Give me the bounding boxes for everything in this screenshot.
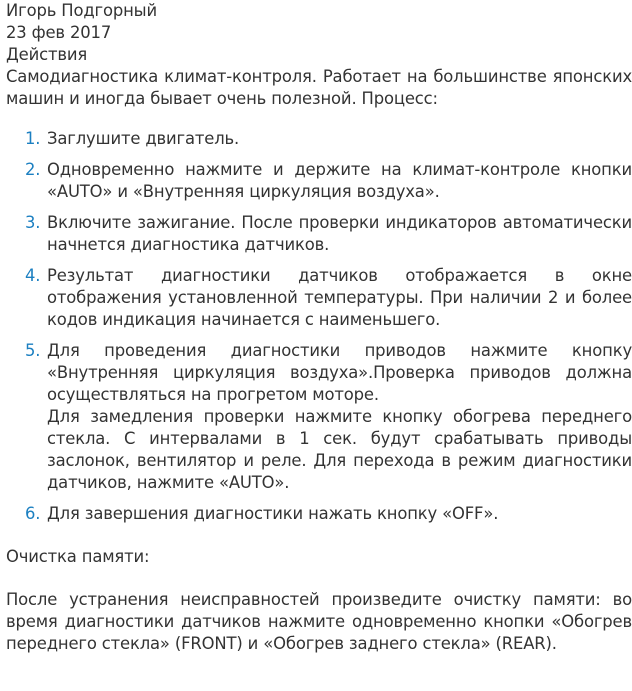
list-item (25, 265, 632, 331)
step-text: Для завершения диагностики нажать кнопку «OFF». (47, 504, 499, 523)
step-text: Для проведения диагностики приводов нажмите кнопку «Внутренняя циркуляция воздуха».Проверка приводов должна осуществляться на прогретом моторе. (47, 341, 632, 404)
list-item (25, 503, 632, 525)
step-number: 5. (25, 341, 41, 360)
steps-list (6, 128, 632, 525)
step-number: 4. (25, 266, 41, 285)
step-text-continued: Для замедления проверки нажмите кнопку обогрева переднего стекла. С интервалами в 1 сек. будут срабатывать приводы заслонок, вентилятор и реле. Для перехода в режим диагностики датчиков, нажмите «AUTO». (47, 407, 632, 492)
step-number: 1. (25, 129, 41, 148)
step-text: Заглушите двигатель. (47, 129, 240, 148)
intro-text: Самодиагностика климат-контроля. Работает на большинстве японских машин и иногда бывает очень полезной. Процесс: (6, 67, 632, 108)
step-text: Одновременно нажмите и держите на климат-контроле кнопки «AUTO» и «Внутренняя циркуляция воздуха». (47, 160, 632, 201)
memory-clear-heading: Очистка памяти: (6, 547, 150, 566)
post-date: 23 фев 2017 (6, 23, 112, 42)
step-text: Результат диагностики датчиков отображается в окне отображения установленной температуры. При наличии 2 и более кодов индикация начинается с наименьшего. (47, 266, 632, 329)
list-item (25, 159, 632, 203)
step-number: 6. (25, 504, 41, 523)
step-text: Включите зажигание. После проверки индикаторов автоматически начнется диагностика датчиков. (47, 213, 632, 254)
memory-clear-text: После устранения неисправностей произведите очистку памяти: во время диагностики датчиков нажмите одновременно кнопки «Обогрев переднего стекла» (FRONT) и «Обогрев заднего стекла» (REAR). (6, 590, 632, 653)
step-number: 2. (25, 160, 41, 179)
list-item (25, 340, 632, 494)
step-number: 3. (25, 213, 41, 232)
author-name[interactable]: Игорь Подгорный (6, 1, 157, 20)
list-item (25, 212, 632, 256)
list-item (25, 128, 632, 150)
post-category[interactable]: Действия (6, 45, 88, 64)
